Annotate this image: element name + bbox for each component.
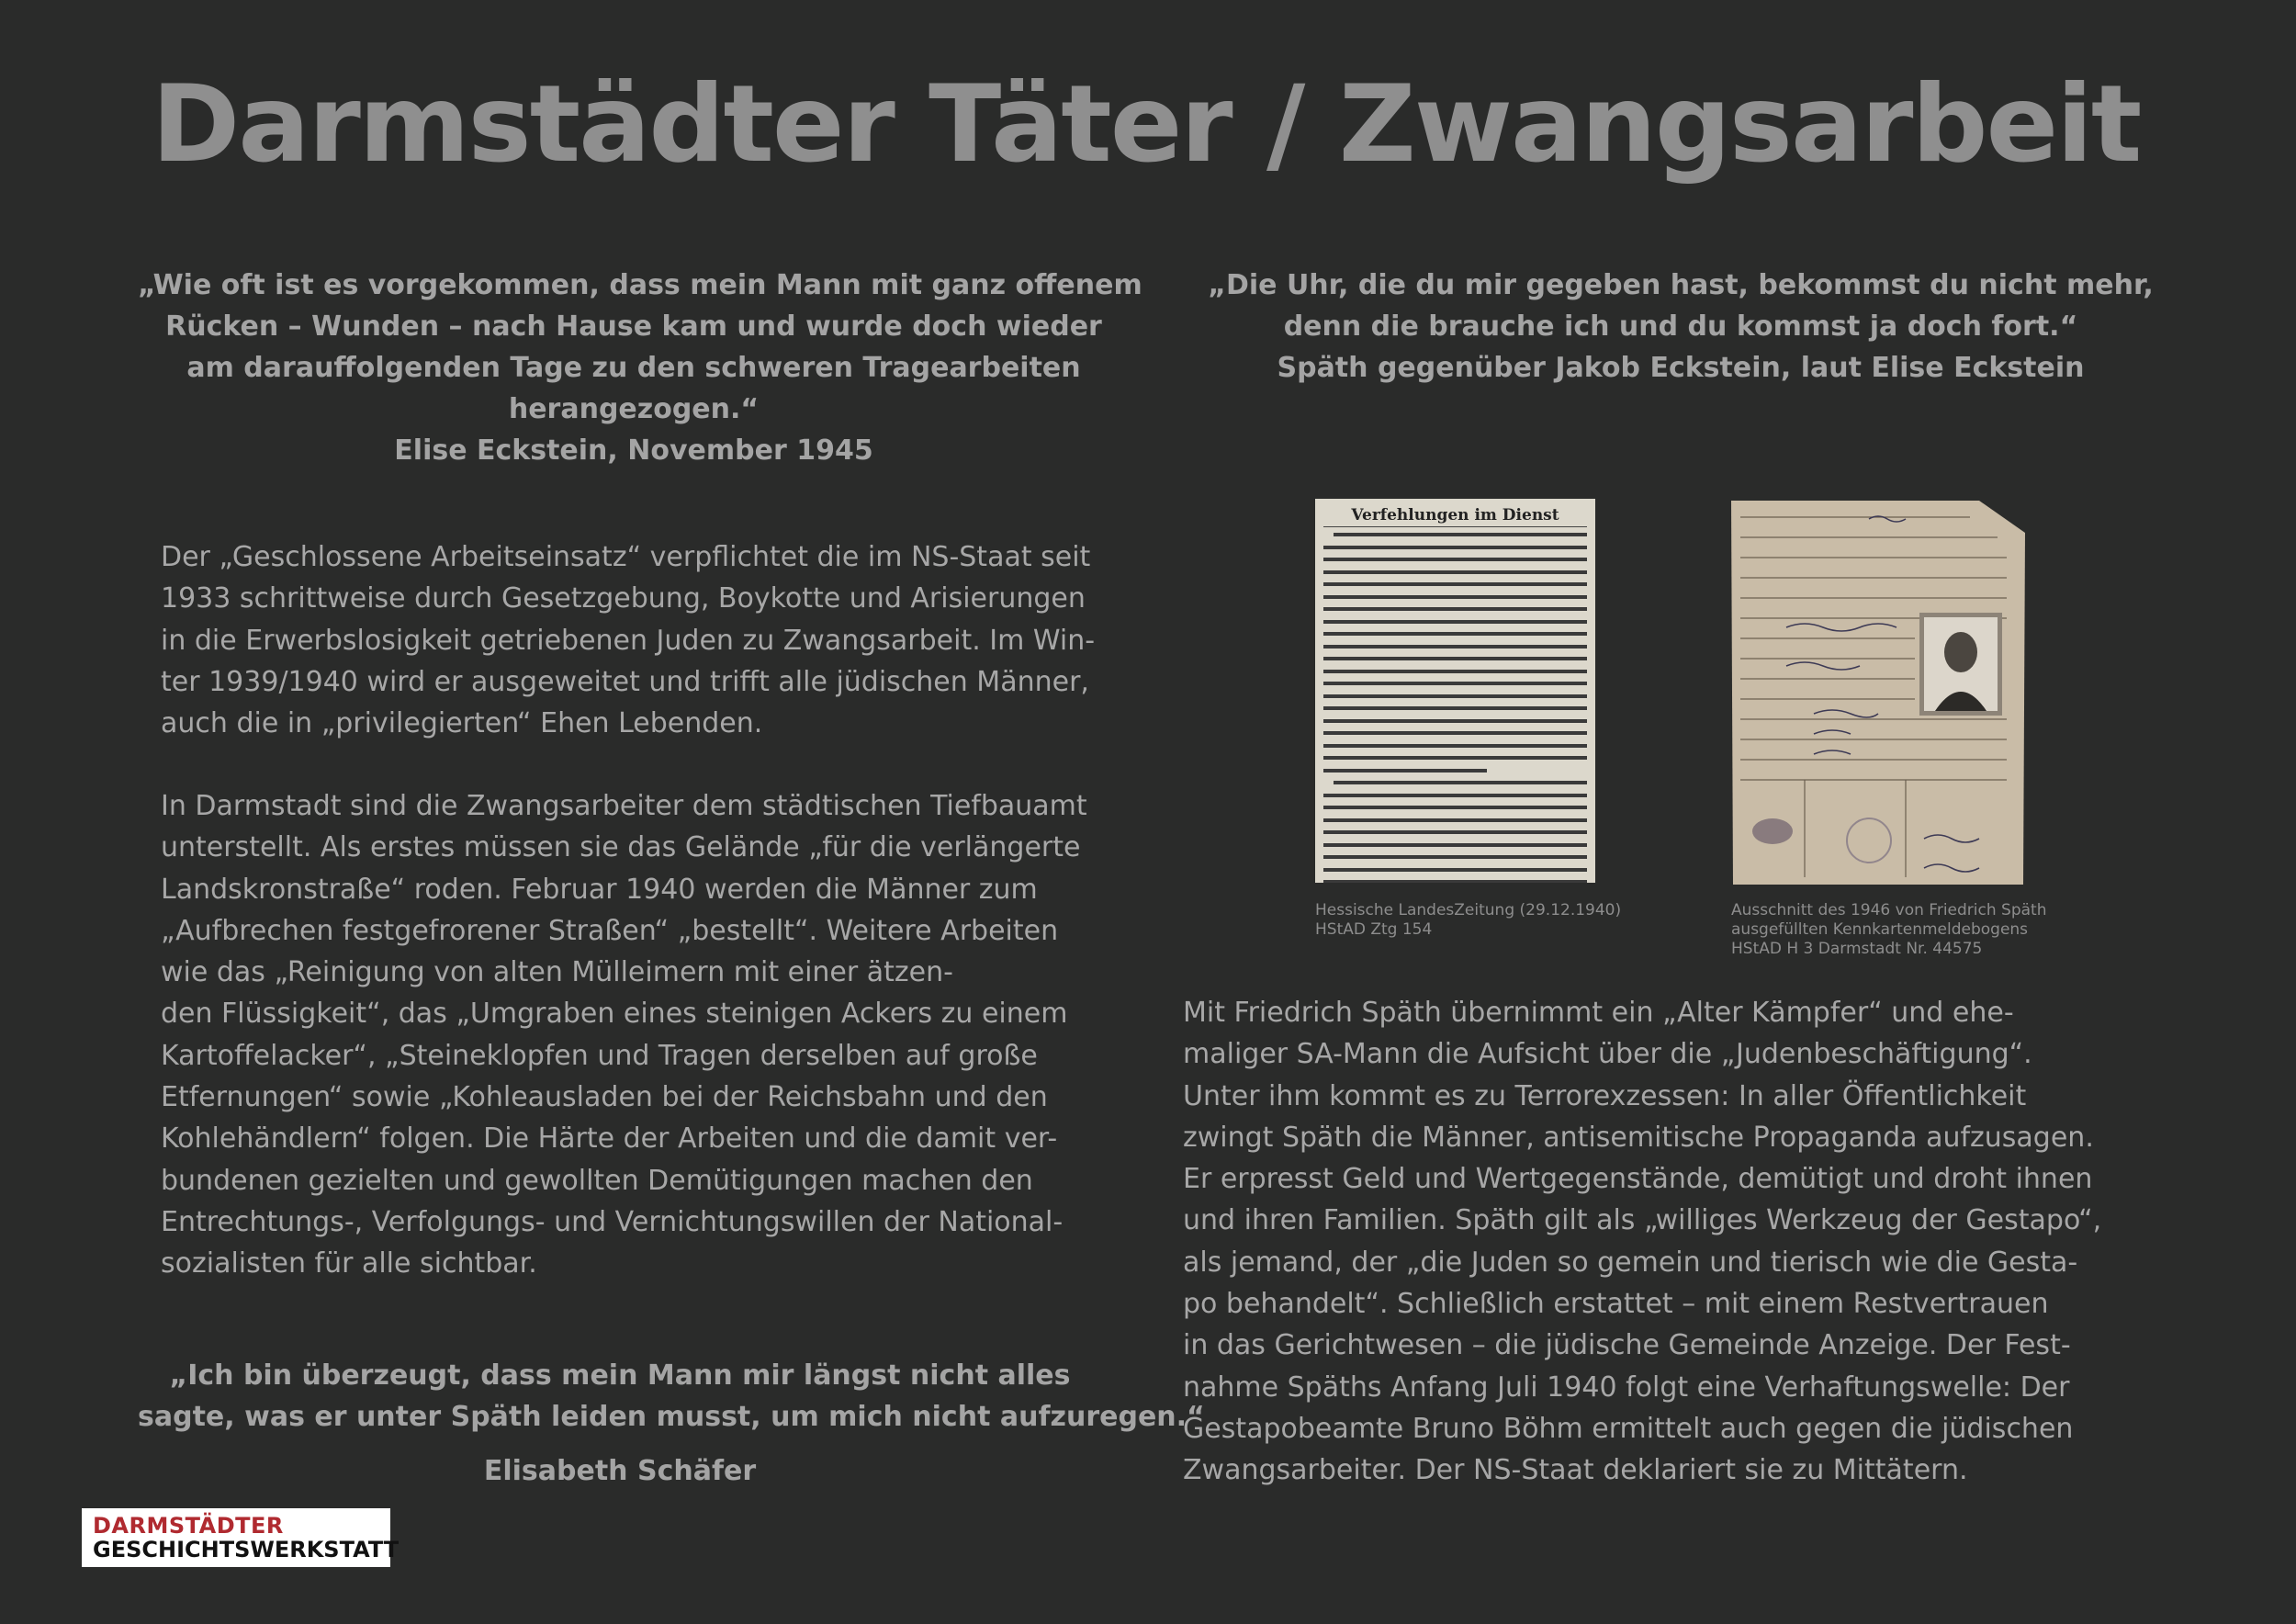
text-line: Landskronstraße“ roden. Februar 1940 werden die Männer zum [161,873,1038,906]
paragraph-spaeth [1183,992,2101,1492]
quote-attribution: Elise Eckstein, November 1945 [394,434,873,467]
quote-left [138,265,1142,471]
text-line: Kohlehändlern“ folgen. Die Härte der Arbeiten und die damit ver- [161,1122,1058,1156]
caption-line: Ausschnitt des 1946 von Friedrich Späth [1731,901,2047,919]
paragraph-arbeitseinsatz [161,536,1095,744]
text-line: Kartoffelacker“, „Steineklopfen und Tragen derselben auf große [161,1039,1038,1072]
quote-line: „Die Uhr, die du mir gegeben hast, bekommst du nicht mehr, [1208,269,2154,301]
quote-line: denn die brauche ich und du kommst ja doch fort.“ [1283,310,2078,343]
text-line: in die Erwerbslosigkeit getriebenen Juden zu Zwangsarbeit. Im Win- [161,624,1096,657]
newspaper-caption [1315,901,1621,940]
registration-form-image [1731,501,2025,885]
text-line: Gestapobeamte Bruno Böhm ermittelt auch gegen die jüdischen [1183,1412,2074,1445]
caption-line: HStAD H 3 Darmstadt Nr. 44575 [1731,940,1983,958]
text-line: maliger SA-Mann die Aufsicht über die „Judenbeschäftigung“. [1183,1038,2032,1071]
paragraph-darmstadt [161,785,1087,1285]
quote-line: am darauffolgenden Tage zu den schweren Tragearbeiten [186,352,1081,384]
text-line: In Darmstadt sind die Zwangsarbeiter dem städtischen Tiefbauamt [161,790,1087,822]
text-line: sozialisten für alle sichtbar. [161,1247,537,1280]
quote-bottom [138,1355,1205,1492]
text-line: Etfernungen“ sowie „Kohleausladen bei der Reichsbahn und den [161,1081,1048,1114]
logo-line-1: DARMSTÄDTER [93,1513,284,1539]
text-line: Entrechtungs-, Verfolgungs- und Vernichtungswillen der National- [161,1205,1064,1238]
text-line: als jemand, der „die Juden so gemein und tierisch wie die Gesta- [1183,1246,2078,1279]
form-document-icon [1731,501,2025,885]
clipping-headline: Verfehlungen im Dienst [1323,506,1587,527]
text-line: zwingt Späth die Männer, antisemitische Propaganda aufzusagen. [1183,1121,2094,1154]
quote-line: herangezogen.“ [508,393,760,425]
text-line: nahme Späths Anfang Juli 1940 folgt eine Verhaftungswelle: Der [1183,1370,2070,1404]
newspaper-clipping-image [1315,499,1595,883]
quote-line: sagte, was er unter Späth leiden musst, um mich nicht aufzuregen.“ [138,1401,1205,1433]
quote-attribution: Späth gegenüber Jakob Eckstein, laut Elise Eckstein [1277,352,2085,384]
text-line: po behandelt“. Schließlich erstattet – mit einem Restvertrauen [1183,1288,2049,1321]
quote-attribution: Elisabeth Schäfer [483,1455,757,1487]
caption-line: HStAD Ztg 154 [1315,920,1433,939]
text-line: auch die in „privilegierten“ Ehen Lebenden. [161,707,763,740]
clipping-text-block [1323,533,1587,883]
text-line: den Flüssigkeit“, das „Umgraben eines steinigen Ackers zu einem [161,998,1068,1031]
form-caption [1731,901,2046,959]
caption-line: Hessische LandesZeitung (29.12.1940) [1315,901,1622,919]
text-line: wie das „Reinigung von alten Mülleimern mit einer ätzen- [161,956,953,989]
quote-right [1185,265,2177,389]
geschichtswerkstatt-logo [82,1508,400,1567]
text-line: ter 1939/1940 wird er ausgeweitet und trifft alle jüdischen Männer, [161,665,1089,698]
text-line: Er erpresst Geld und Wertgegenstände, demütigt und droht ihnen [1183,1163,2093,1196]
text-line: und ihren Familien. Späth gilt als „williges Werkzeug der Gestapo“, [1183,1204,2102,1237]
text-line: in das Gerichtwesen – die jüdische Gemeinde Anzeige. Der Fest- [1183,1329,2071,1362]
text-line: 1933 schrittweise durch Gesetzgebung, Boykotte und Arisierungen [161,582,1086,615]
quote-line: „Ich bin überzeugt, dass mein Mann mir längst nicht alles [169,1359,1071,1392]
text-line: Mit Friedrich Späth übernimmt ein „Alter Kämpfer“ und ehe- [1183,997,2014,1029]
logo-line-2: GESCHICHTSWERKSTATT [93,1537,400,1562]
page-title: Darmstädter Täter / Zwangsarbeit [152,62,2141,186]
text-line: Unter ihm kommt es zu Terrorexzessen: In aller Öffentlichkeit [1183,1079,2027,1112]
text-line: Der „Geschlossene Arbeitseinsatz“ verpflichtet die im NS-Staat seit [161,541,1091,573]
caption-line: ausgefüllten Kennkartenmeldebogens [1731,920,2029,939]
quote-line: „Wie oft ist es vorgekommen, dass mein Mann mit ganz offenem [138,269,1142,301]
text-line: bundenen gezielten und gewollten Demütigungen machen den [161,1164,1033,1197]
text-line: Zwangsarbeiter. Der NS-Staat deklariert sie zu Mittätern. [1183,1454,1968,1487]
text-line: unterstellt. Als erstes müssen sie das Gelände „für die verlängerte [161,831,1081,864]
quote-line: Rücken – Wunden – nach Hause kam und wurde doch wieder [165,310,1102,343]
text-line: „Aufbrechen festgefrorener Straßen“ „bestellt“. Weitere Arbeiten [161,914,1059,947]
